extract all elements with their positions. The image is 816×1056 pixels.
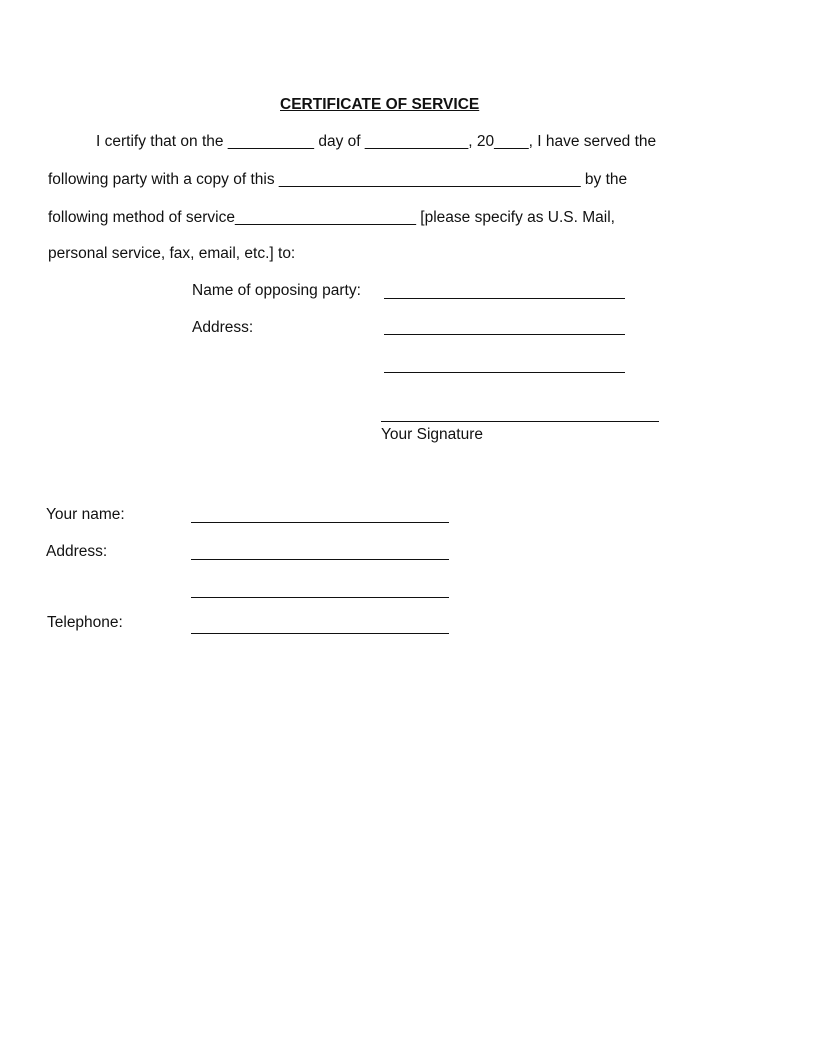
your-name-line[interactable] [191, 522, 449, 523]
your-address-label: Address: [46, 543, 108, 560]
document-title: CERTIFICATE OF SERVICE [280, 96, 480, 113]
opposing-party-address-label: Address: [192, 319, 254, 336]
your-address-line-1[interactable] [191, 559, 449, 560]
opposing-party-address-line-1[interactable] [384, 334, 625, 335]
signature-label: Your Signature [381, 426, 483, 443]
signature-line[interactable] [381, 421, 659, 422]
body-line-1: I certify that on the __________ day of ____________, 20____, I have served the [96, 133, 657, 150]
opposing-party-name-line[interactable] [384, 298, 625, 299]
body-line-4: personal service, fax, email, etc.] to: [48, 245, 296, 262]
opposing-party-address-line-2[interactable] [384, 372, 625, 373]
telephone-line[interactable] [191, 633, 449, 634]
telephone-label: Telephone: [47, 614, 123, 631]
your-address-line-2[interactable] [191, 597, 449, 598]
opposing-party-name-label: Name of opposing party: [192, 282, 361, 299]
body-line-2: following party with a copy of this ___________________________________ by the [48, 171, 628, 188]
your-name-label: Your name: [46, 506, 125, 523]
body-line-3: following method of service_____________________ [please specify as U.S. Mail, [48, 209, 615, 226]
